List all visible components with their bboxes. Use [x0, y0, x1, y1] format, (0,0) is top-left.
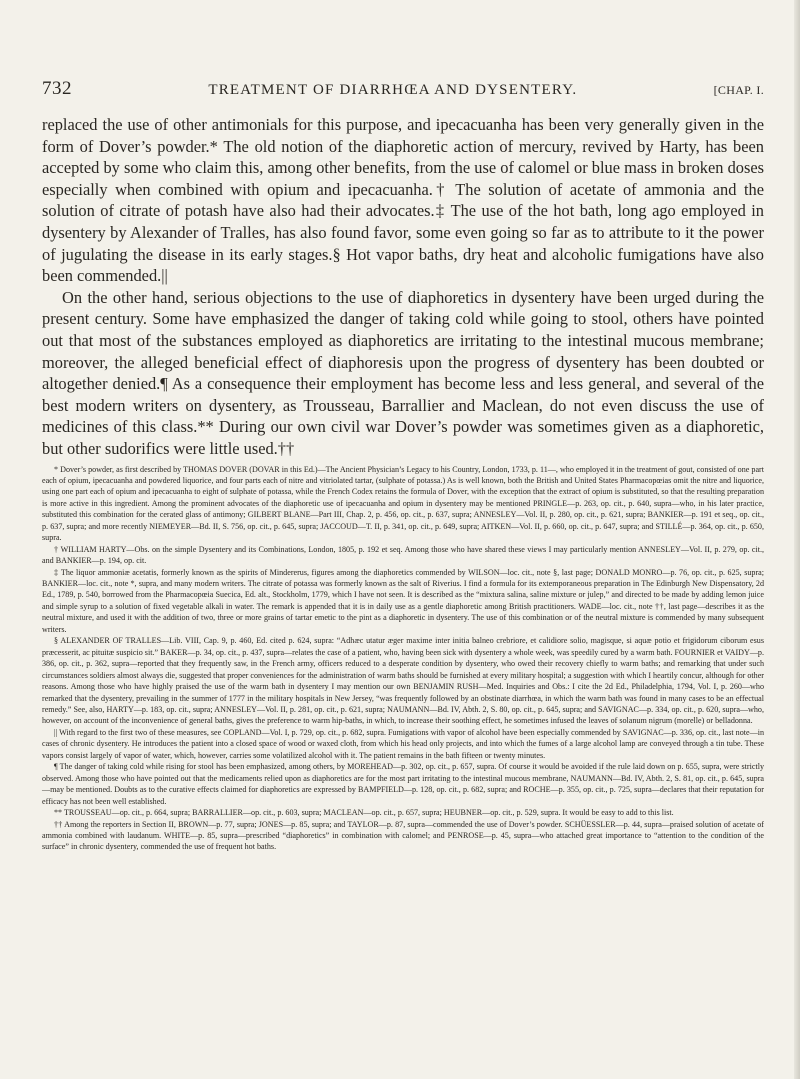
main-text	[42, 114, 764, 460]
page-edge	[794, 0, 800, 1079]
chapter-label: [CHAP. I.	[713, 83, 764, 97]
page-header	[42, 78, 764, 104]
footnote: † WILLIAM HARTY—Obs. on the simple Dysentery and its Combinations, London, 1805, p. 192 et seq. Among those who have shared these views I may particularly mention ANNESLEY—Vol. II, p. 279, op. cit., and BANKIER—p. 194, op. cit.	[42, 544, 764, 566]
body-paragraph: On the other hand, serious objections to the use of diaphoretics in dysentery have been urged during the present century. Some have emphasized the danger of taking cold while going to stool, others have pointed out that most of the substances employed as diaphoretics are irritating to the intestinal mucous membrane; moreover, the alleged beneficial effect of diaphoresis upon the progress of dysentery has been doubted or altogether denied.¶ As a consequence their employment has become less and less general, and several of the best modern writers on dysentery, as Trousseau, Barrallier and Maclean, do not even discuss the use of medicines of this class.** During our own civil war Dover’s powder was sometimes given as a diaphoretic, but other sudorifics were little used.††	[42, 287, 764, 458]
body-paragraph: replaced the use of other antimonials for this purpose, and ipecacuanha has been very generally given in the form of Dover’s powder.* The old notion of the diaphoretic action of mercury, revived by Harty, has been accepted by some who claim this, among other benefits, from the use of calomel or blue mass in broken doses especially when combined with opium and ipecacuanha.† The solution of acetate of ammonia and the solution of citrate of potash have also had their advocates.‡ The use of the hot bath, long ago employed in dysentery by Alexander of Tralles, has also found favor, some even going so far as to attribute to it the power of jugulating the disease in its early stages.§ Hot vapor baths, dry heat and alcoholic fumigations have also been commended.||	[42, 115, 764, 286]
footnote: †† Among the reporters in Section II, BROWN—p. 77, supra; JONES—p. 85, supra; and TAYLOR—p. 87, supra—commended the use of Dover’s powder. SCHÜESSLER—p. 44, supra—praised solution of acetate of ammonia combined with laudanum. WHITE—p. 85, supra—prescribed “diaphoretics” in combination with calomel; and PENROSE—p. 45, supra—who attached great importance to “attention to the condition of the surface” in chronic dysentery, commended the use of frequent hot baths.	[42, 819, 764, 852]
running-title: TREATMENT OF DIARRHŒA AND DYSENTERY.	[208, 82, 578, 98]
footnotes	[42, 464, 764, 853]
footnote: ‡ The liquor ammoniæ acetatis, formerly known as the spirits of Mindererus, figures among the diaphoretics commended by WILSON—loc. cit., note §, last page; DONALD MONRO—p. 76, op. cit., p. 625, supra; BANKIER—loc. cit., note *, supra, and many modern writers. The citrate of potassa was formerly known as the salt of Riverius. I find a formula for its extemporaneous preparation in The Edinburgh New Dispensatory, 2d Ed., 1789, p. 540, borrowed from the Pharmacopœia Suecica, Ed. alt., Stockholm, 1779, which I have not seen. It is described as the “mixtura salina, saline mixture or julep,” and directed to be made by adding lemon juice and simple syrup to a solution of fixed vegetable alkali in water. The remark is appended that it is in daily use as a gentle diaphoretic among British practitioners. WADE—loc. cit., note ††, last page—describes it as the neutral mixture, and used it with the addition of two, three or more grains of tartar emetic to the pint as a diaphoretic in dysentery. The use of this combination or of the neutral mixture is commended by many subsequent writers.	[42, 567, 764, 634]
footnote: § ALEXANDER OF TRALLES—Lib. VIII, Cap. 9, p. 460, Ed. cited p. 624, supra: “Adhæc utatur æger maxime inter initia balneo crebriore, et calidiore solio, magisque, si aquæ potio et frigidorum ciborum esus præcesserit, ac pituitæ suspicio sit.” BAKER—p. 34, op. cit., p. 437, supra—relates the case of a patient, who, having been sick with dysentery a whole week, was speedily cured by a warm bath. FOURNIER et VAIDY—p. 386, op. cit., p. 362, supra—reported that they frequently saw, in the French army, officers reduced to a desperate condition by dysentery, who owed their recovery chiefly to warm baths; and remarking that under such circumstances soldiers almost always die, suggested that proper conveniences for the administration of warm baths should be furnished at every military hospital; a suggestion with which I heartily concur, although for other reasons. Among those who have highly praised the use of the warm bath in dysentery I may mention our own BENJAMIN RUSH—Med. Inquiries and Obs.: I cite the 2d Ed., Philadelphia, 1794, Vol. I, p. 260—who remarked that the dysentery, prevailing in the summer of 1777 in the military hospitals in New Jersey, “was frequently followed by an obstinate diarrhœa, in which the warm bath was found in many cases to be an effectual remedy.” See, also, HARTY—p. 183, op. cit., supra; ANNESLEY—Vol. II, p. 281, op. cit., p. 621, supra; NAUMANN—Bd. IV, Abth. 2, S. 80, op. cit., p. 645, supra; and SAVIGNAC—p. 334, op. cit., p. 620, supra—who, however, on account of the inconvenience of general baths, gives the preference to warm hip-baths, in which, to increase their soothing effect, he sometimes infused the leaves of solanum nigrum (morelle) or belladonna.	[42, 636, 764, 726]
footnote: * Dover’s powder, as first described by THOMAS DOVER (DOVAR in this Ed.)—The Ancient Physician’s Legacy to his Country, London, 1733, p. 11—, who employed it in the treatment of gout, consisted of one part each of opium, ipecacuanha and powdered liquorice, and four parts each of nitre and vitriolated tartar, (sulphate of potassa.) As is well known, both the British and United States Pharmacopœias omit the nitre and liquorice, using one part each of opium and ipecacuanha to eight of sulphate of potassa, while the French Codex retains the formula of Dover, with the exception that the extract of opium is substituted, so that the resulting preparation is more active in this ingredient. Among the prominent advocates of the diaphoretic use of ipecacuanha and opium in dysentery may be mentioned PRINGLE—p. 263, op. cit., p. 640, supra—who, in his later practice, substituted this combination for the cerated glass of antimony; GILBERT BLANE—Part III, Chap. 2, p. 456, op. cit., p. 637, supra; ANNESLEY—Vol. II, p. 280, op. cit., p. 621, supra; BANKIER—p. 191 et seq., op. cit., p. 637, supra; and more recently NIEMEYER—Bd. II, S. 756, op. cit., p. 645, supra; JACCOUD—T. II, p. 341, op. cit., p. 649, supra; AITKEN—Vol. II, p. 660, op. cit., p. 647, supra; and STILLÉ—p. 364, op. cit., p. 650, supra.	[42, 464, 764, 543]
footnote: ¶ The danger of taking cold while rising for stool has been emphasized, among others, by MOREHEAD—p. 302, op. cit., p. 657, supra. Of course it would be avoided if the rule laid down on p. 655, supra, were strictly observed. Among those who have pointed out that the medicaments relied upon as diaphoretics are for the most part irritating to the intestinal mucous membrane, NAUMANN—Bd. IV, Abth. 2, S. 81, op. cit., p. 645, supra—may be mentioned. Doubts as to the curative effects claimed for diaphoretics are expressed by BAMPFIELD—p. 128, op. cit., p. 682, supra; and ROCHE—p. 355, op. cit., p. 725, supra—declares that their reputation for efficacy has not been well established.	[42, 762, 764, 806]
page-number: 732	[42, 78, 72, 99]
footnote: || With regard to the first two of these measures, see COPLAND—Vol. I, p. 729, op. cit., p. 682, supra. Fumigations with vapor of alcohol have been especially commended by SAVIGNAC—p. 336, op. cit., last note—in cases of chronic dysentery. He introduces the patient into a closed space of wood or waxed cloth, from which his head only projects, and into which the fumes of a large alcohol lamp are conveyed through a tin tube. These vapors consist largely of vapor of water, which, however, carries some volatilized alcohol with it. The patient remains in the bath fifteen or twenty minutes.	[42, 727, 764, 760]
footnote: ** TROUSSEAU—op. cit., p. 664, supra; BARRALLIER—op. cit., p. 603, supra; MACLEAN—op. cit., p. 657, supra; HEUBNER—op. cit., p. 529, supra. It would be easy to add to this list.	[54, 808, 674, 818]
